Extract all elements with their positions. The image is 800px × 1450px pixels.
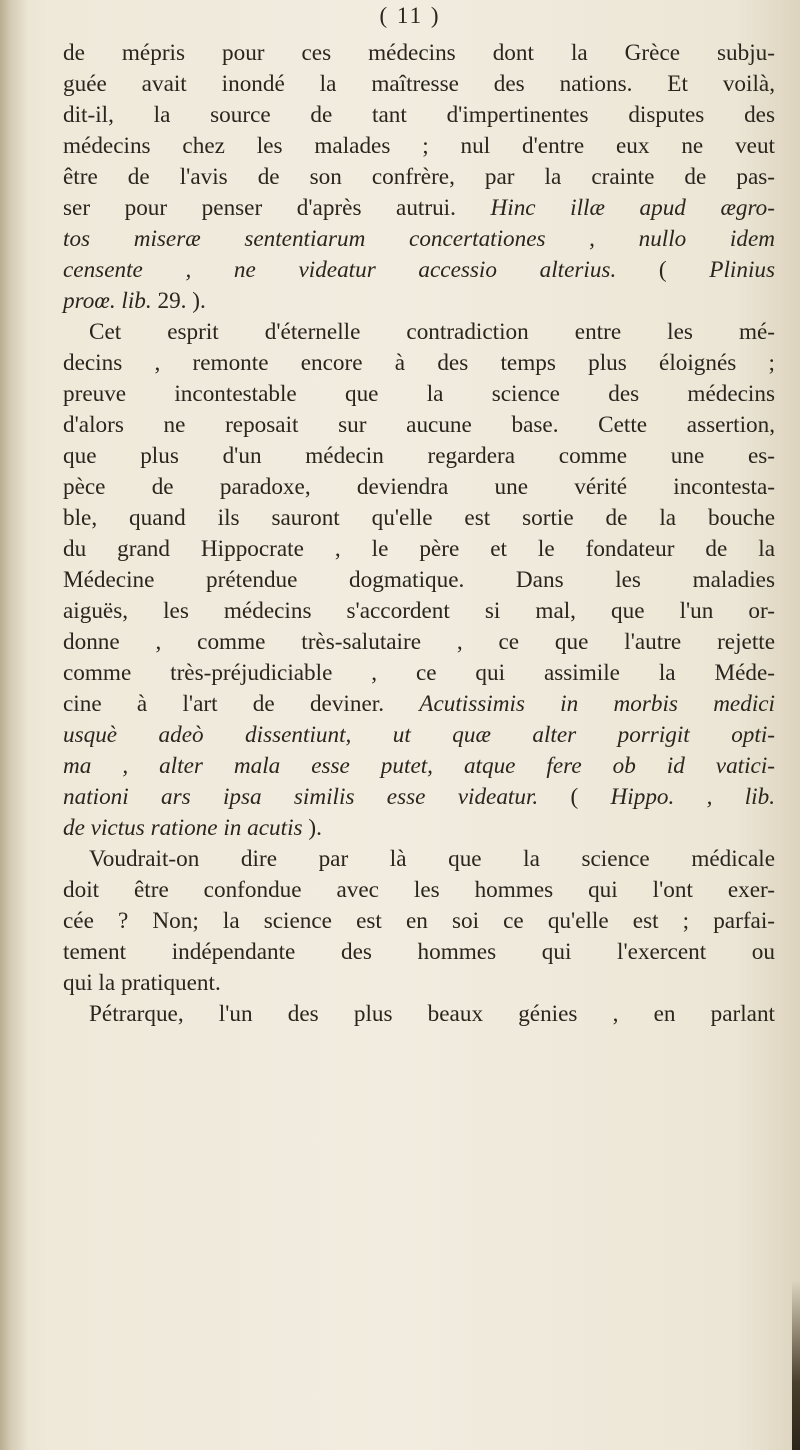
text-line [63,131,775,162]
text-segment: cine à l'art de deviner. [63,691,420,717]
text-segment: doit être confondue avec les hommes qui l'ont exer- [63,877,775,903]
text-line [63,720,775,751]
text-line [63,813,775,844]
italic-text-segment: nationi ars ipsa similis esse videatur. [63,784,571,810]
text-line [63,658,775,689]
text-segment: Médecine prétendue dogmatique. Dans les maladies [63,567,775,593]
text-segment: tement indépendante des hommes qui l'exercent ou [63,939,775,965]
text-line [63,565,775,596]
text-line [63,224,775,255]
text-segment: Pétrarque, l'un des plus beaux génies , en parlant [89,1001,775,1027]
italic-text-segment: usquè adeò dissentiunt, ut quæ alter porrigit opti- [63,722,775,748]
text-segment: aiguës, les médecins s'accordent si mal, que l'un or- [63,598,775,624]
text-segment: ser pour penser d'après autrui. [63,195,491,221]
text-segment: decins , remonte encore à des temps plus éloignés ; [63,350,775,376]
body-text [63,38,775,1030]
italic-text-segment: tos miseræ sententiarum concertationes , nullo idem [63,226,775,252]
text-segment: comme très-préjudiciable , ce qui assimile la Méde- [63,660,775,686]
text-segment: guée avait inondé la maîtresse des nations. Et voilà, [63,71,775,97]
text-line [63,503,775,534]
text-segment: ). [302,815,322,841]
text-segment: du grand Hippocrate , le père et le fondateur de la [63,536,775,562]
text-segment: Cet esprit d'éternelle contradiction entre les mé- [89,319,775,345]
page-number: ( 11 ) [379,3,441,28]
text-line [63,100,775,131]
text-segment: dit-il, la source de tant d'impertinentes disputes des [63,102,775,128]
text-line [63,410,775,441]
text-segment: être de l'avis de son confrère, par la crainte de pas- [63,164,775,190]
text-line [63,782,775,813]
text-line [63,999,775,1030]
text-segment: d'alors ne reposait sur aucune base. Cette assertion, [63,412,775,438]
text-segment: de mépris pour ces médecins dont la Grèce subju- [63,40,775,66]
italic-text-segment: Hinc illæ apud ægro- [490,195,775,221]
text-line [63,906,775,937]
text-line [63,875,775,906]
text-segment: pèce de paradoxe, deviendra une vérité incontesta- [63,474,775,500]
text-segment: donne , comme très-salutaire , ce que l'autre rejette [63,629,775,655]
text-line [63,193,775,224]
text-segment: qui la pratiquent. [63,970,221,996]
italic-text-segment: proœ. lib. [63,288,152,314]
text-line [63,844,775,875]
text-line [63,38,775,69]
text-line [63,317,775,348]
italic-text-segment: Hippo. , lib. [610,784,775,810]
text-segment: 29. ). [151,288,206,314]
text-line [63,472,775,503]
text-segment: médecins chez les malades ; nul d'entre eux ne veut [63,133,775,159]
text-line [63,255,775,286]
text-line [63,379,775,410]
italic-text-segment: de victus ratione in acutis [63,815,303,841]
text-line [63,968,775,999]
page-edge-shadow [792,1280,800,1450]
italic-text-segment: censente , ne videatur accessio alterius. [63,257,659,283]
text-segment: cée ? Non; la science est en soi ce qu'elle est ; parfai- [63,908,775,934]
italic-text-segment: Plinius [709,257,775,283]
text-segment: Voudrait-on dire par là que la science médicale [89,846,775,872]
text-line [63,441,775,472]
italic-text-segment: Acutissimis in morbis medici [419,691,775,717]
text-line [63,937,775,968]
text-line [63,596,775,627]
text-line [63,534,775,565]
text-line [63,162,775,193]
text-segment: ble, quand ils sauront qu'elle est sortie de la bouche [63,505,775,531]
text-line [63,751,775,782]
text-segment: ( [658,257,710,283]
text-line [63,286,775,317]
text-line [63,689,775,720]
text-line [63,348,775,379]
text-segment: ( [570,784,611,810]
text-segment: que plus d'un médecin regardera comme une es- [63,443,775,469]
text-segment: preuve incontestable que la science des médecins [63,381,775,407]
page-binding-shadow [0,0,28,1450]
text-line [63,69,775,100]
italic-text-segment: ma , alter mala esse putet, atque fere ob id vatici- [63,753,775,779]
text-line [63,627,775,658]
